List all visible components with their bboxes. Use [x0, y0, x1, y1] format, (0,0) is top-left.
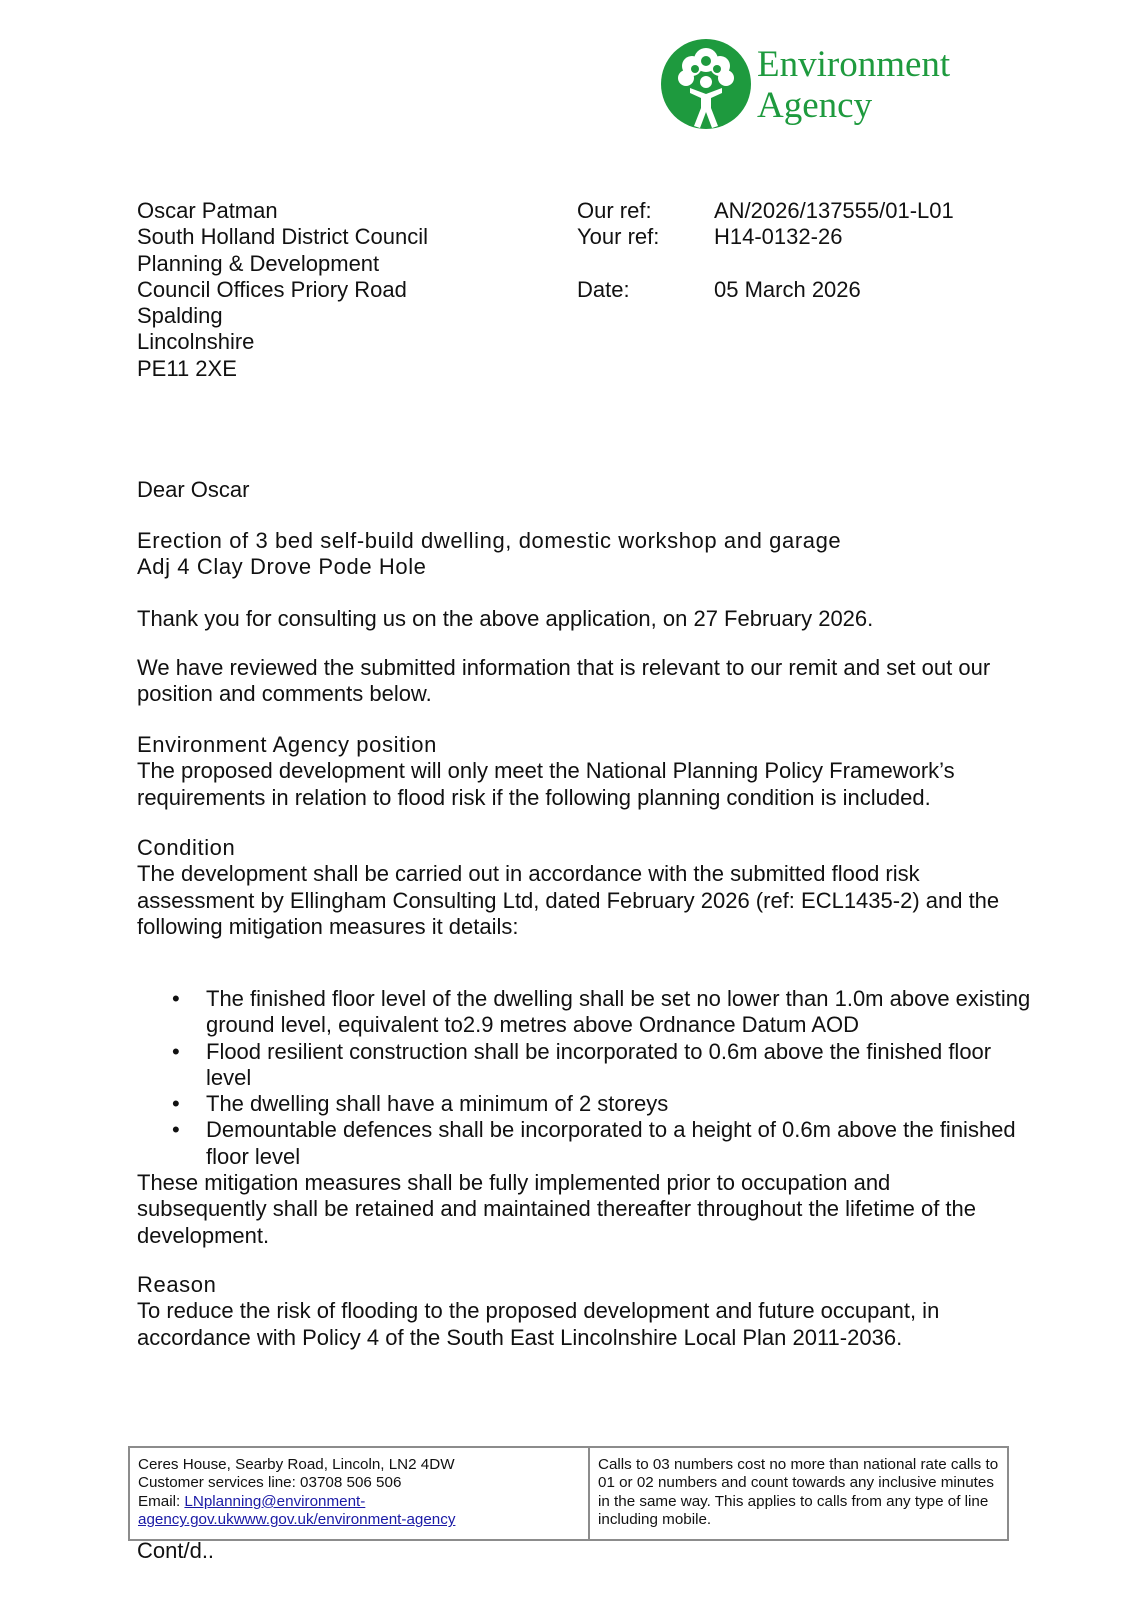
logo-wordmark — [757, 44, 950, 126]
date-label: Date: — [577, 276, 630, 302]
mitigation-text: These mitigation measures shall be fully implemented prior to occupation and subsequently shall be retained and maintained thereafter throughout the lifetime of the development. — [137, 1170, 976, 1248]
recipient-name: Oscar Patman — [137, 198, 278, 223]
reason-section — [137, 1272, 997, 1351]
thanks-text: Thank you for consulting us on the above application, on 27 February 2026. — [137, 606, 874, 631]
footer-phone: Customer services line: 03708 506 506 — [138, 1474, 402, 1492]
recipient-address — [137, 198, 428, 382]
recipient-department: Planning & Development — [137, 250, 380, 276]
footer-calls-note — [590, 1448, 1007, 1539]
salutation-text: Dear Oscar — [137, 477, 250, 502]
subject-line-1: Erection of 3 bed self-build dwelling, domestic workshop and garage — [137, 528, 842, 553]
reviewed-text: We have reviewed the submitted information that is relevant to our remit and set out our position and comments below. — [137, 655, 991, 707]
our-ref-row — [577, 198, 954, 224]
your-ref-value: H14-0132-26 — [714, 224, 843, 250]
position-text: The proposed development will only meet the National Planning Policy Framework’s requirements in relation to flood risk if the following planning condition is included. — [137, 758, 955, 810]
condition-heading: Condition — [137, 835, 236, 860]
reviewed-paragraph — [137, 655, 1027, 708]
salutation — [137, 477, 1037, 503]
calls-note-text: Calls to 03 numbers cost no more than national rate calls to 01 or 02 numbers and count towards any inclusive minutes in the same way. This applies to calls from any type of line including mobile. — [598, 1456, 999, 1529]
list-item-text: Demountable defences shall be incorporated to a height of 0.6m above the finished floor level — [206, 1117, 1016, 1169]
reference-block — [577, 198, 954, 303]
subject — [137, 528, 1037, 581]
list-item: • The finished floor level of the dwelling shall be set no lower than 1.0m above existing ground level, equivalent to2.9 metres above Ordnance Datum AOD — [172, 986, 1031, 1038]
position-section — [137, 732, 1017, 811]
recipient-organisation: South Holland District Council — [137, 224, 429, 250]
list-item-text: The finished floor level of the dwelling shall be set no lower than 1.0m above existing ground level, equivalent to2.9 metres above Ordnance Datum AOD — [206, 986, 1031, 1038]
list-item: • Flood resilient construction shall be incorporated to 0.6m above the finished floor level — [172, 1038, 992, 1090]
footer-address: Ceres House, Searby Road, Lincoln, LN2 4DW — [138, 1456, 455, 1473]
date-row — [577, 277, 954, 303]
subject-line-2: Adj 4 Clay Drove Pode Hole — [137, 554, 427, 580]
thanks-paragraph — [137, 606, 1037, 632]
footer-box — [128, 1446, 1009, 1541]
list-item: • Demountable defences shall be incorporated to a height of 0.6m above the finished floor level — [172, 1117, 1016, 1169]
logo-line-2: Agency — [757, 85, 873, 126]
date-value: 05 March 2026 — [714, 276, 861, 302]
recipient-postcode: PE11 2XE — [137, 355, 237, 381]
condition-section — [137, 835, 1017, 940]
reason-heading: Reason — [137, 1272, 217, 1297]
list-item-text: Flood resilient construction shall be incorporated to 0.6m above the finished floor level — [206, 1038, 992, 1090]
tree-person-icon — [660, 38, 752, 130]
continued-note: Cont/d.. — [137, 1538, 215, 1563]
mitigation-list — [137, 986, 1037, 1170]
mitigation-paragraph — [137, 1170, 1017, 1249]
logo-line-1: Environment — [757, 44, 951, 85]
our-ref-label: Our ref: — [577, 198, 652, 223]
email-label: Email: — [138, 1492, 185, 1510]
our-ref-value: AN/2026/137555/01-L01 — [714, 198, 954, 223]
environment-agency-logo — [660, 38, 990, 134]
your-ref-row — [577, 224, 954, 250]
position-heading: Environment Agency position — [137, 732, 437, 757]
recipient-county: Lincolnshire — [137, 329, 255, 355]
email-link[interactable]: LNplanning@environment-agency.gov.uk — [138, 1492, 366, 1529]
recipient-street: Council Offices Priory Road — [137, 276, 407, 302]
list-item-text: The dwelling shall have a minimum of 2 storeys — [206, 1091, 669, 1117]
recipient-town: Spalding — [137, 303, 223, 329]
footer-contact — [130, 1448, 590, 1539]
footer-email-line — [138, 1493, 580, 1530]
condition-text: The development shall be carried out in accordance with the submitted flood risk assessment by Ellingham Consulting Ltd, dated February 2026 (ref: ECL1435-2) and the following mitigation measures it details: — [137, 861, 1000, 939]
reason-text: To reduce the risk of flooding to the proposed development and future occupant, in accordance with Policy 4 of the South East Lincolnshire Local Plan 2011-2036. — [137, 1298, 940, 1350]
list-item: • The dwelling shall have a minimum of 2 storeys — [172, 1091, 669, 1117]
website-link[interactable]: www.gov.uk/environment-agency — [233, 1511, 456, 1529]
your-ref-label: Your ref: — [577, 224, 660, 250]
